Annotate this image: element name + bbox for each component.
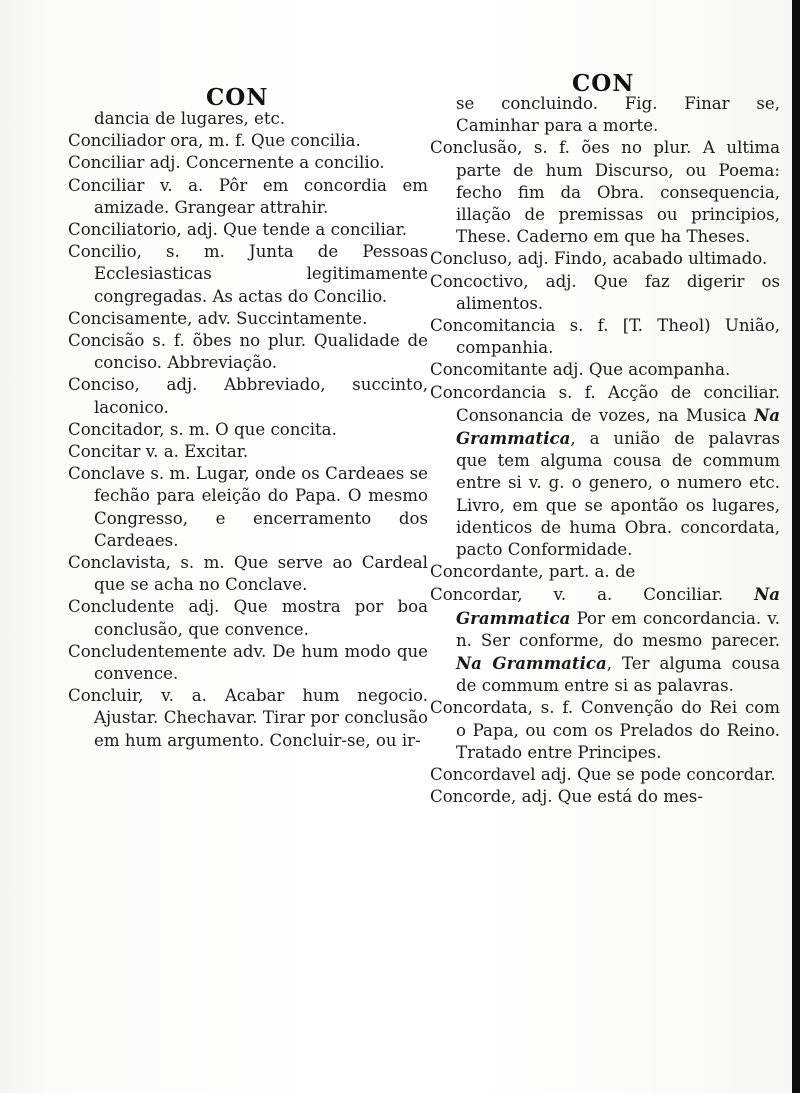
dictionary-entry xyxy=(430,93,780,137)
entry-definition: , s. m. O que concita. xyxy=(159,419,337,439)
dictionary-entry xyxy=(430,137,780,248)
left-entries xyxy=(68,108,428,752)
dictionary-entry xyxy=(430,248,780,270)
entry-headword: Concitador xyxy=(68,419,160,439)
entry-definition: s. f. [T. Theol) União, companhia. xyxy=(456,316,780,358)
dictionary-entry xyxy=(430,764,780,786)
entry-headword: Conciliar xyxy=(68,175,145,195)
left-running-header: CON xyxy=(206,84,269,111)
entry-definition: , adj. Que tende a conciliar. xyxy=(176,220,408,240)
entry-definition: , part. a. de xyxy=(538,562,636,582)
entry-headword: Conclusão xyxy=(430,138,518,158)
entry-definition: adj. Que mostra por boa conclusão, que convence. xyxy=(94,597,428,639)
entry-headword: Concordancia xyxy=(430,382,547,402)
entry-headword: Concordavel xyxy=(430,765,536,785)
entry-definition: v. a. Excitar. xyxy=(140,442,249,462)
entry-definition: , adj. Que faz digerir os alimentos. xyxy=(456,271,780,313)
entry-headword: Conclave xyxy=(68,464,146,484)
entry-definition: , adj. Findo, acabado ultimado. xyxy=(507,249,768,269)
dictionary-entry xyxy=(430,786,780,808)
dictionary-entry xyxy=(68,308,428,330)
dictionary-entry xyxy=(68,641,428,685)
dictionary-entry xyxy=(68,596,428,640)
entry-italic-label: Na Grammatica xyxy=(456,404,780,449)
entry-headword: Conciliador xyxy=(68,131,166,151)
dictionary-entry xyxy=(430,315,780,359)
dictionary-entry xyxy=(430,583,780,697)
entry-headword: Conciso xyxy=(68,375,135,395)
entry-definition: , adj. Abbreviado, succinto, laconico. xyxy=(94,375,428,417)
dictionary-entry xyxy=(68,685,428,752)
entry-headword: Concitar xyxy=(68,442,141,462)
entry-definition: , v. a. Acabar hum negocio. Ajustar. Chechavar. Tirar por conclusão em hum argumento. Concluir-se, ou ir- xyxy=(94,686,428,750)
right-running-header: CON xyxy=(572,70,635,97)
dictionary-entry xyxy=(68,130,428,152)
entry-definition: , adv. Succintamente. xyxy=(187,308,368,328)
entry-definition: adj. Que acompanha. xyxy=(547,360,731,380)
entry-headword: Concordante xyxy=(430,562,539,582)
entry-definition: adj. Concernente a concilio. xyxy=(144,153,385,173)
right-entries xyxy=(430,93,780,809)
dictionary-entry xyxy=(68,419,428,441)
entry-headword: Concludentemente xyxy=(68,641,228,661)
entry-headword: Concomitancia xyxy=(430,316,556,336)
page-edge-shadow xyxy=(792,0,800,1093)
dictionary-entry xyxy=(68,330,428,374)
entry-headword: Concordar xyxy=(430,585,518,605)
dictionary-entry xyxy=(430,697,780,764)
entry-headword: Conciliar xyxy=(68,153,145,173)
dictionary-entry xyxy=(68,108,428,130)
entry-definition: se concluindo. Fig. Finar se, Caminhar para a morte. xyxy=(456,94,780,136)
entry-headword: Concisamente xyxy=(68,308,188,328)
entry-headword: Concomitante xyxy=(430,360,548,380)
entry-italic-label: Na Grammatica xyxy=(456,584,780,628)
entry-headword: Conciliatorio xyxy=(68,220,177,240)
dictionary-entry xyxy=(68,219,428,241)
dictionary-entry xyxy=(430,561,780,583)
entry-headword: Concordata xyxy=(430,698,528,718)
entry-definition: adv. De hum modo que convence. xyxy=(94,641,428,684)
entry-definition: s. f. Acção de conciliar. Consonancia de vozes, na Musica xyxy=(456,382,780,425)
entry-definition: , v. a. Conciliar. xyxy=(517,585,755,605)
entry-headword: Concoctivo xyxy=(430,271,524,291)
entry-definition-cont: , Ter alguma cousa de commum entre si as palavras. xyxy=(456,654,780,696)
dictionary-entry xyxy=(68,463,428,552)
entry-headword: Concorde xyxy=(430,787,512,807)
dictionary-entry xyxy=(68,552,428,596)
entry-definition: v. a. Pôr em concordia em amizade. Grangear attrahir. xyxy=(94,175,428,217)
entry-definition: , s. f. Convenção do Rei com o Papa, ou com os Prelados do Reino. Tratado entre Principes. xyxy=(456,698,780,762)
entry-definition: dancia de lugares, etc. xyxy=(94,109,286,128)
dictionary-entry xyxy=(430,382,780,562)
entry-definition-cont: , a união de palavras que tem alguma cousa de commum entre si v. g. o genero, o numero etc. Livro, em que se apontão os lugares, identicos de huma Obra. concordata, pacto Conformidade. xyxy=(456,429,780,560)
entry-definition: , s. f. ões no plur. A ultima parte de hum Discurso, ou Poema: fecho fim da Obra. consequencia, illação de premissas ou principios, These. Caderno em que ha Theses. xyxy=(456,138,780,247)
dictionary-entry xyxy=(68,441,428,463)
entry-definition: , s. m. Que serve ao Cardeal que se acha no Conclave. xyxy=(94,553,428,595)
entry-headword: Concilio xyxy=(68,242,137,262)
entry-definition: , adj. Que está do mes- xyxy=(511,787,703,807)
dictionary-entry xyxy=(68,152,428,174)
dictionary-entry xyxy=(68,241,428,308)
entry-italic-label: Na Grammatica xyxy=(456,653,607,674)
entry-definition: s. f. õbes no plur. Qualidade de conciso. Abbreviação. xyxy=(94,331,428,373)
dictionary-entry xyxy=(68,175,428,219)
dictionary-entry xyxy=(430,271,780,315)
entry-headword: Concisão xyxy=(68,331,145,351)
entry-headword: Concluso xyxy=(430,249,508,269)
entry-definition: ora, m. f. Que concilia. xyxy=(165,131,361,151)
entry-headword: Conclavista xyxy=(68,553,166,573)
dictionary-entry xyxy=(430,359,780,381)
entry-definition: s. m. Lugar, onde os Cardeaes se fechão para eleição do Papa. O mesmo Congresso, e encerramento dos Cardeaes. xyxy=(94,464,428,550)
entry-definition: adj. Que se pode concordar. xyxy=(535,765,776,785)
dictionary-entry xyxy=(68,374,428,418)
entry-definition-cont: Por em concordancia. v. n. Ser conforme, do mesmo parecer. xyxy=(456,608,780,650)
entry-definition: , s. m. Junta de Pessoas Ecclesiasticas legitimamente congregadas. As actas do Concilio. xyxy=(94,242,428,306)
entry-headword: Concluir xyxy=(68,686,139,706)
entry-headword: Concludente xyxy=(68,597,175,617)
